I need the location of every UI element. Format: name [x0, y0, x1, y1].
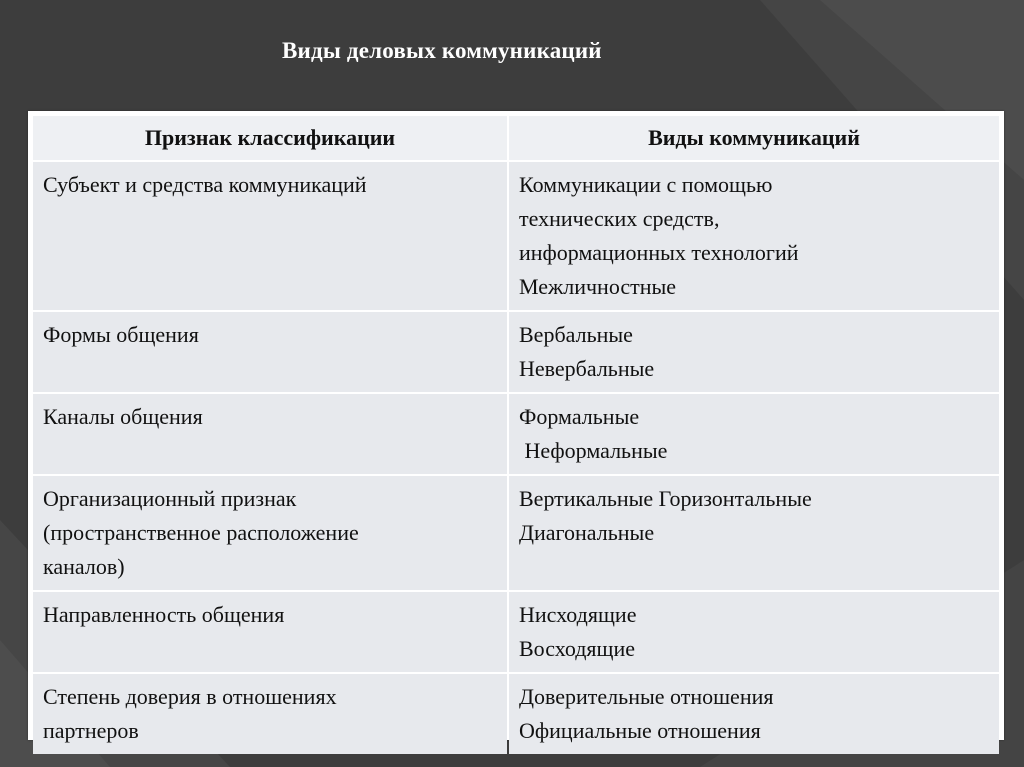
criterion-line: партнеров — [43, 718, 139, 743]
table-row — [33, 592, 999, 672]
type-line: технических средств, — [519, 206, 720, 231]
header-criterion: Признак классификации — [33, 116, 507, 160]
table-row — [33, 312, 999, 392]
criterion-cell — [33, 394, 507, 474]
criterion-line: Формы общения — [43, 322, 199, 347]
types-cell — [509, 394, 999, 474]
types-cell — [509, 162, 999, 310]
type-line: Доверительные отношения — [519, 684, 774, 709]
type-line: Вертикальные Горизонтальные — [519, 486, 812, 511]
table-row — [33, 394, 999, 474]
criterion-cell — [33, 476, 507, 590]
type-line: Неформальные — [519, 438, 668, 463]
slide-title: Виды деловых коммуникаций — [282, 38, 602, 63]
criterion-cell — [33, 674, 507, 754]
type-line: Восходящие — [519, 636, 636, 661]
criterion-line: Субъект и средства коммуникаций — [43, 172, 367, 197]
table-row — [33, 162, 999, 310]
criterion-line: Степень доверия в отношениях — [43, 684, 337, 709]
type-line: Невербальные — [519, 356, 655, 381]
criterion-line: Организационный признак — [43, 486, 297, 511]
type-line: Вербальные — [519, 322, 633, 347]
criterion-cell — [33, 312, 507, 392]
type-line: Официальные отношения — [519, 718, 761, 743]
table-header-row — [33, 116, 999, 160]
criterion-line: каналов) — [43, 554, 125, 579]
classification-table — [28, 111, 1004, 743]
type-line: Нисходящие — [519, 602, 637, 627]
criterion-cell — [33, 592, 507, 672]
type-line: Формальные — [519, 404, 640, 429]
type-line: Коммуникации с помощью — [519, 172, 773, 197]
table-row — [33, 476, 999, 590]
type-line: информационных технологий — [519, 240, 799, 265]
types-cell — [509, 312, 999, 392]
types-cell — [509, 592, 999, 672]
criterion-line: Каналы общения — [43, 404, 203, 429]
criterion-line: (пространственное расположение — [43, 520, 359, 545]
types-cell — [509, 674, 999, 754]
type-line: Диагональные — [519, 520, 655, 545]
criterion-line: Направленность общения — [43, 602, 285, 627]
table-row — [33, 674, 999, 754]
header-types: Виды коммуникаций — [509, 116, 999, 160]
type-line: Межличностные — [519, 274, 677, 299]
criterion-cell — [33, 162, 507, 310]
types-cell — [509, 476, 999, 590]
